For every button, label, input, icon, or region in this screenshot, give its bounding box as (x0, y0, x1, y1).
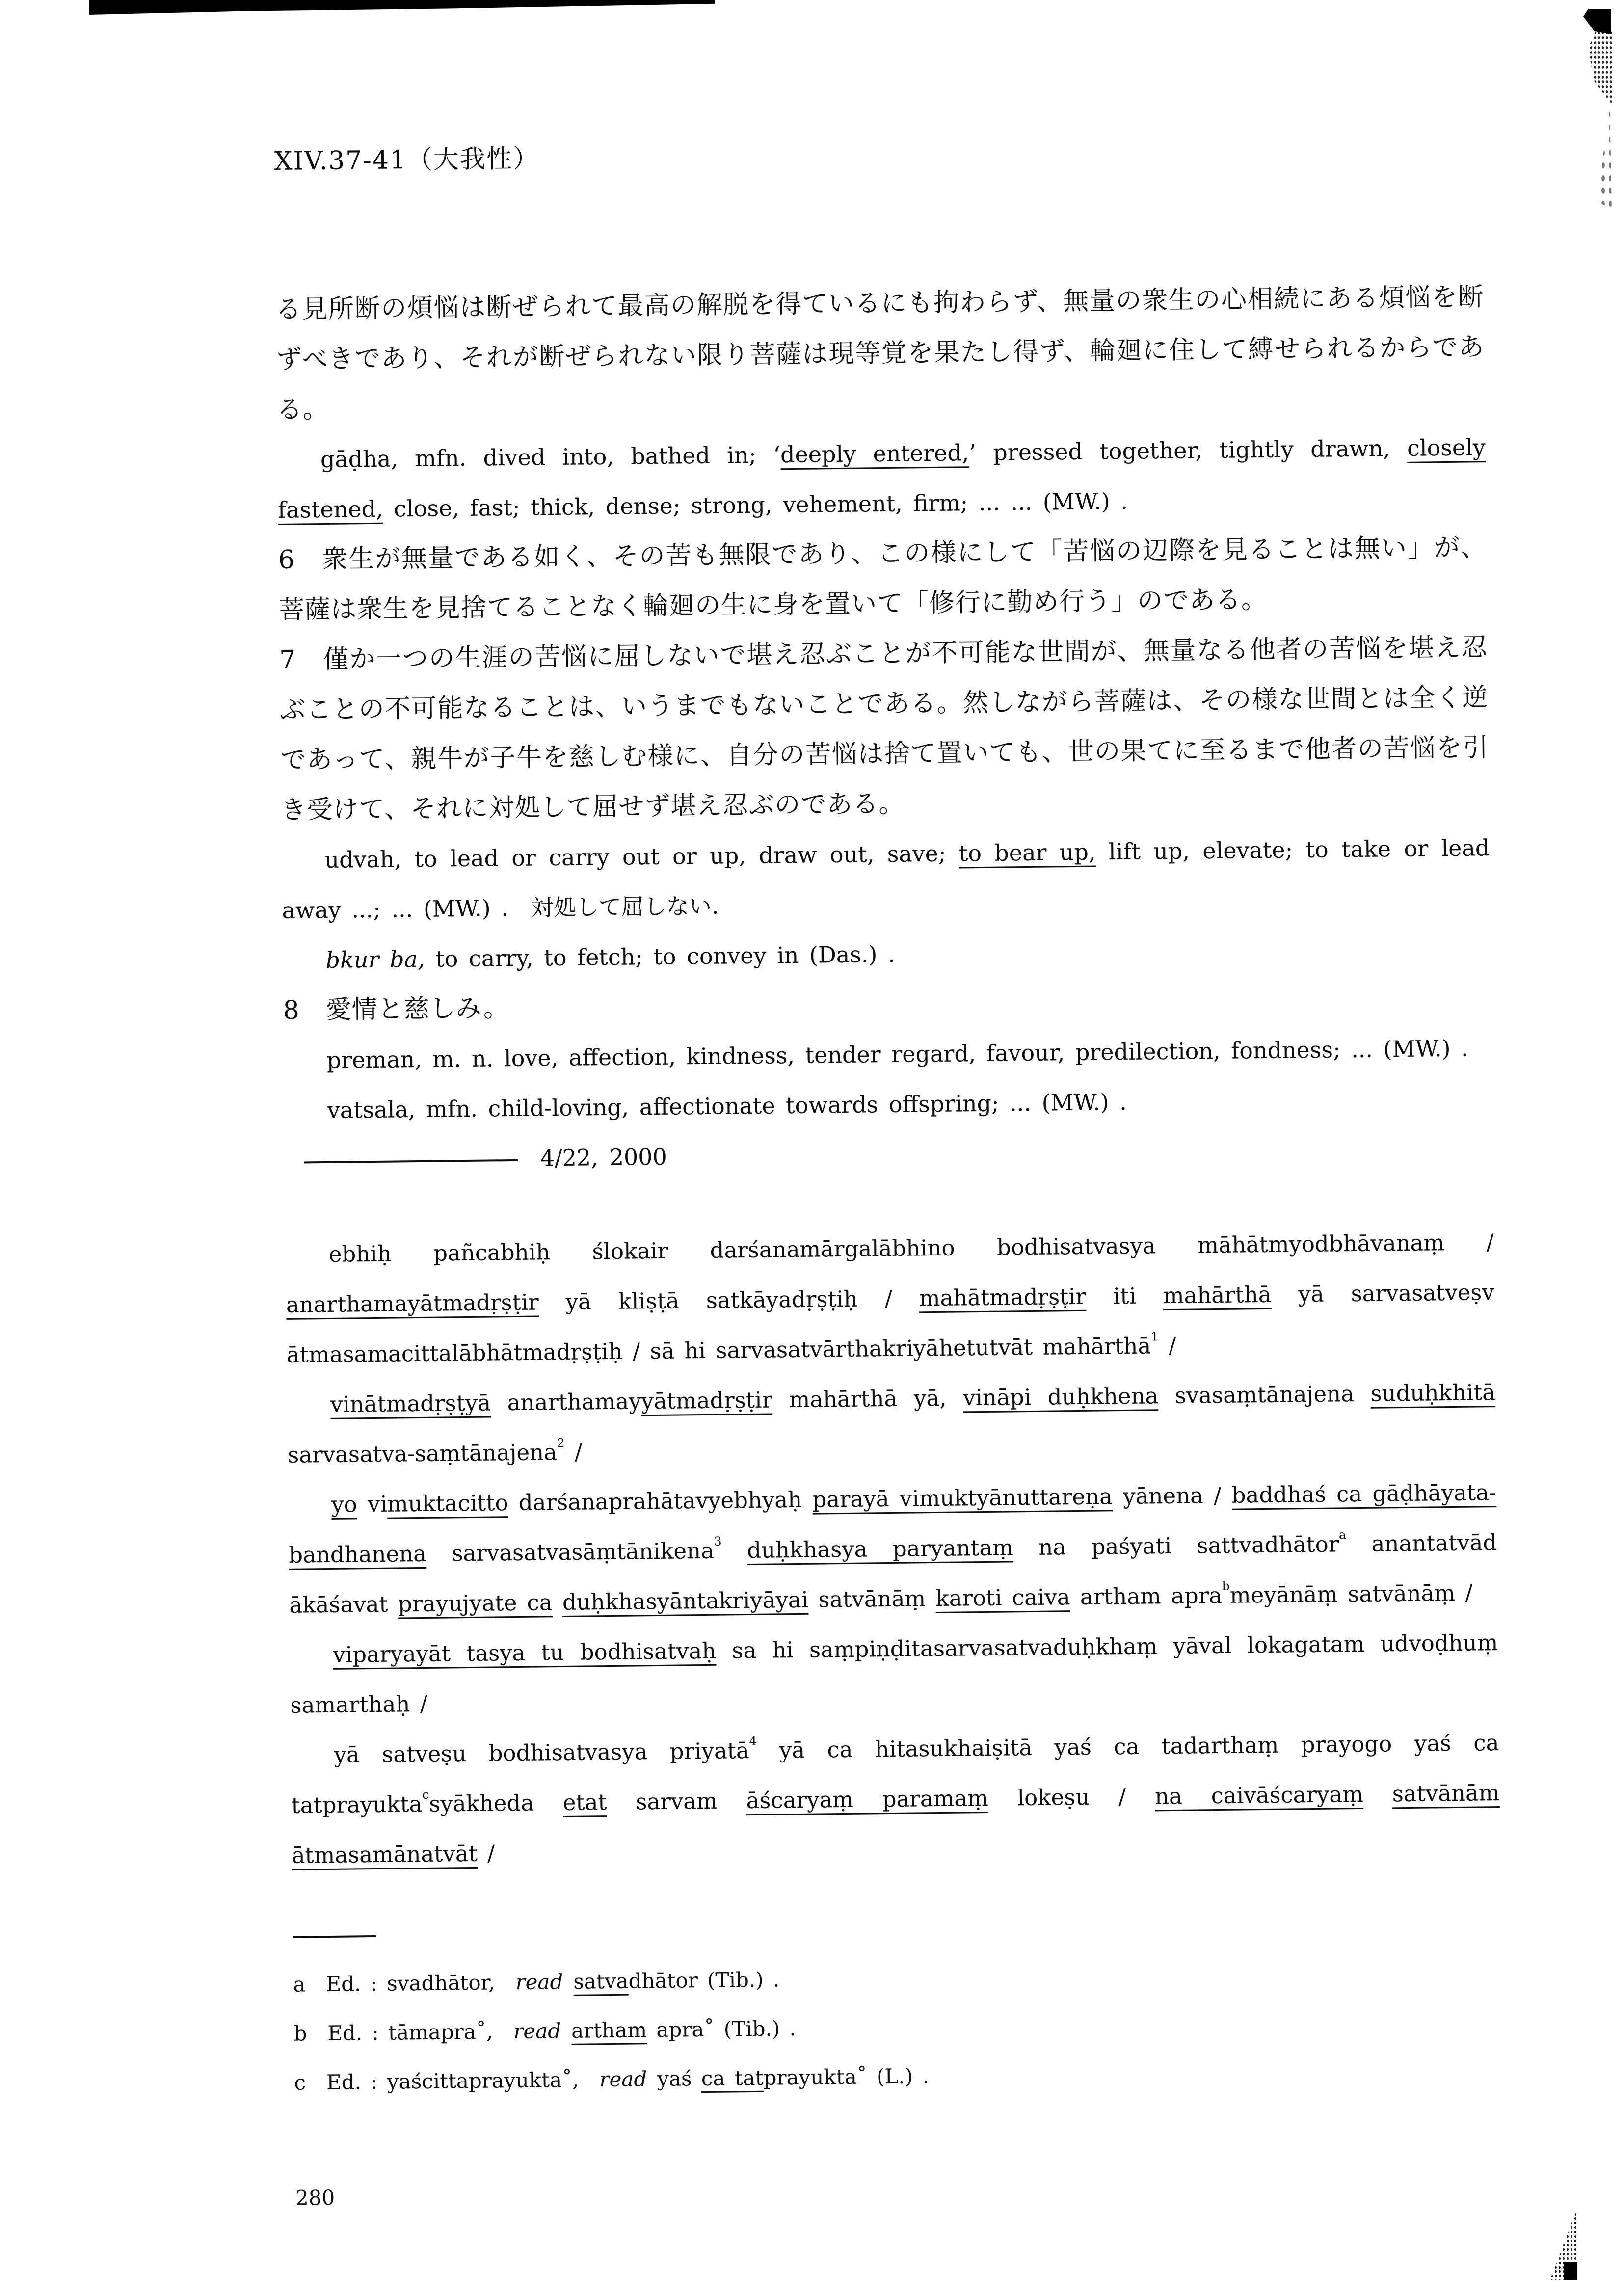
text-run: udvah, to lead or carry out or up, draw out, save; (324, 840, 959, 873)
text-run: 7 僅か一つの生涯の苦悩に屈しないで堪え忍ぶことが不可能な世間が、無量なる他者の苦悩を堪え忍ぶことの不可能なることは、いうまでもないことである。然しながら菩薩は、その様な世間とは全く逆であって、親牛が子牛を慈しむ様に、自分の苦悩は捨て置いても、世の果てに至るまで他者の苦悩を引き受けて、それに対処して屈せず堪え忍ぶのである。 (279, 633, 1489, 825)
footnote-marker: 3 (714, 1534, 722, 1548)
text-run: 8 愛情と慈しみ。 (283, 993, 510, 1025)
text-run: yā satveṣu bodhisatvasya priyatā (334, 1737, 749, 1768)
entry-udvah (281, 823, 1491, 935)
text-run: artham (571, 2018, 647, 2043)
text-run: a Ed. : svadhātor, (293, 1970, 516, 1997)
text-run: sarvasatvasāṃtānikena (426, 1537, 715, 1567)
scan-artifact-top-bar (89, 0, 715, 15)
text-run: 4/22, 2000 (517, 1143, 667, 1172)
page-number: 280 (295, 2185, 335, 2210)
text-run: to bear up, (958, 838, 1096, 867)
text-run: yātmadṛṣṭir (641, 1387, 773, 1415)
text-run: anarthamay (490, 1388, 641, 1416)
horizontal-rule (293, 1935, 376, 1938)
text-run: to carry, to fetch; to convey in (Das.) . (425, 940, 895, 972)
text-run: read (599, 2067, 647, 2092)
text-run: parayā vimuktyānuttareṇa (812, 1483, 1113, 1513)
text-run: meyānāṃ satvānāṃ / (1229, 1579, 1473, 1608)
text-run: read (515, 1970, 563, 1995)
jp-paragraph-continuation (275, 272, 1485, 435)
text-run: yānena / (1112, 1482, 1232, 1510)
text-run (721, 1537, 747, 1564)
footnote-marker: 2 (557, 1435, 565, 1450)
text-run: baddhaś ca gāḍhāyata-bandhanena (288, 1479, 1497, 1568)
text-run: 6 衆生が無量である如く、その苦も無限であり、この様にして「苦悩の辺際を見ることは無い」が、菩薩は衆生を見捨てることなく輪廻の生に身を置いて「修行に勤め行う」のである。 (278, 533, 1487, 625)
note-6 (278, 522, 1488, 635)
sanskrit-para-3 (288, 1468, 1498, 1630)
text-run: duḥkhasya paryantaṃ (746, 1534, 1014, 1564)
text-run: sa hi saṃpiṇḍitasarvasatvaduḥkhaṃ yāval lokagatam udvoḍhuṃ samarthaḥ / (290, 1629, 1498, 1718)
scan-artifact-bottom-right-solid (1564, 2262, 1577, 2280)
sanskrit-para-5 (291, 1718, 1500, 1881)
text-run: / (1158, 1332, 1176, 1359)
text-run: vi (357, 1491, 388, 1518)
text-run: bkur ba, (325, 945, 425, 973)
text-run: etat (562, 1789, 607, 1816)
text-run: ’ pressed together, tightly drawn, (969, 434, 1408, 466)
footnote-marker: 1 (1150, 1329, 1159, 1344)
text-run: anantatvād ākāśavat (289, 1529, 1497, 1618)
text-run: sarvasatva-saṃtānajena (287, 1439, 558, 1468)
text-run: muktacitto (387, 1490, 508, 1517)
text-run: svasaṃtānajena (1158, 1380, 1371, 1409)
scan-artifact-top-right-speckle (1585, 30, 1612, 104)
footnote-marker: c (422, 1787, 429, 1802)
text-run: / (477, 1840, 495, 1867)
footnote-marker: 4 (749, 1734, 757, 1749)
text-run (563, 1970, 574, 1994)
text-run: vināpi duḥkhena (962, 1383, 1159, 1411)
text-run: mahārthā (1163, 1281, 1272, 1309)
text-run: read (513, 2019, 561, 2044)
text-run: na caivāścaryaṃ (1154, 1781, 1364, 1810)
text-run: ātmasamānatvāt (292, 1840, 478, 1869)
text-run: ebhiḥ pañcabhiḥ ślokair darśanamārgalābhino bodhisatvasya māhātmyodbhāvanaṃ / (328, 1229, 1494, 1267)
note-7 (279, 622, 1490, 835)
page-header: XIV.37-41（大我性） (274, 144, 540, 176)
footnote-marker: a (1338, 1527, 1346, 1542)
text-run: b Ed. : tāmapra˚, (293, 2019, 514, 2046)
footnote-marker: b (1222, 1578, 1230, 1593)
text-run (552, 1589, 562, 1615)
scan-artifact-top-right-dots (1592, 108, 1612, 211)
text-run: anarthamayātmadṛṣṭir (286, 1289, 539, 1318)
text-run (561, 2019, 572, 2043)
text-run: preman, m. n. love, affection, kindness, tender regard, favour, predilection, fondness; ... (MW.) . (326, 1035, 1469, 1073)
text-run: yā kliṣṭā satkāyadṛṣṭiḥ / (538, 1285, 920, 1315)
text-run: yo (331, 1491, 357, 1518)
text-run: syākheda (428, 1789, 563, 1817)
text-run: suduḥkhitā (1370, 1379, 1496, 1407)
text-run: satvānāṃ (808, 1585, 936, 1613)
body-blocks (275, 272, 1503, 2108)
horizontal-rule (304, 1159, 518, 1164)
text-run (1363, 1781, 1392, 1807)
text-run: yaś (646, 2066, 702, 2091)
text-run: ca tat (701, 2065, 764, 2091)
text-run: yā sarvasatveṣv ātmasamacittalābhātmadṛṣṭiḥ / sā hi sarvasatvārthakriyāhetutvāt mahārthā (286, 1279, 1495, 1368)
text-run: viparyayāt tasya tu bodhisatvaḥ (333, 1637, 717, 1668)
text-run: artham apra (1070, 1582, 1223, 1610)
text-run: deeply entered, (780, 439, 969, 468)
text-run: mahārthā yā, (772, 1385, 963, 1413)
text-run: satvānām (1392, 1780, 1500, 1807)
text-run: vinātmadṛṣṭyā (330, 1389, 491, 1417)
text-run: apra˚ (Tib.) . (646, 2016, 797, 2042)
text-run: lift up, elevate; to take or lead away ...; ... (MW.) . 対処して屈しない. (282, 834, 1490, 924)
text-run: satva (573, 1969, 629, 1994)
text-run: / (564, 1439, 583, 1465)
text-run: close, fast; thick, dense; strong, vehement, firm; ... ... (MW.) . (383, 487, 1128, 522)
text-run: na paśyati sattvadhātor (1013, 1531, 1339, 1561)
text-column (274, 124, 1504, 2210)
text-run: duḥkhasyāntakriyāyai (562, 1586, 809, 1616)
sanskrit-para-2 (287, 1367, 1496, 1480)
entry-gadha (277, 422, 1486, 535)
text-run: vatsala, mfn. child-loving, affectionate towards offspring; ... (MW.) . (327, 1088, 1127, 1123)
text-run: lokeṣu / (988, 1783, 1155, 1811)
text-run: prayujyate ca (398, 1589, 553, 1617)
text-run: sarvam (607, 1788, 746, 1815)
text-run: closely fastened, (277, 434, 1486, 523)
text-run: gāḍha, mfn. dived into, bathed in; ‘ (320, 441, 781, 473)
text-run: mahātmadṛṣṭir (919, 1283, 1087, 1311)
sanskrit-para-1 (285, 1217, 1495, 1380)
text-run: iti (1086, 1282, 1164, 1309)
text-run: prayukta˚ (L.) . (763, 2064, 930, 2090)
text-run: る見所断の煩悩は断ぜられて最高の解脱を得ているにも拘わらず、無量の衆生の心相続にある煩悩を断ずべきであり、それが断ぜられない限り菩薩は現等覚を果たし得ず、輪廻に住して縛せられるからである。 (275, 282, 1485, 425)
text-run: karoti caiva (935, 1584, 1070, 1612)
text-run: dhātor (Tib.) . (628, 1967, 780, 1993)
sanskrit-para-4 (290, 1618, 1499, 1731)
text-run: darśanaprahātavyebhyaḥ (508, 1486, 813, 1516)
text-run: āścaryaṃ paramaṃ (746, 1785, 989, 1814)
text-run: yā ca hitasukhaiṣitā yaś ca tadarthaṃ prayogo yaś ca tatprayukta (291, 1730, 1499, 1818)
text-run: c Ed. : yaścittaprayukta˚, (294, 2067, 600, 2095)
